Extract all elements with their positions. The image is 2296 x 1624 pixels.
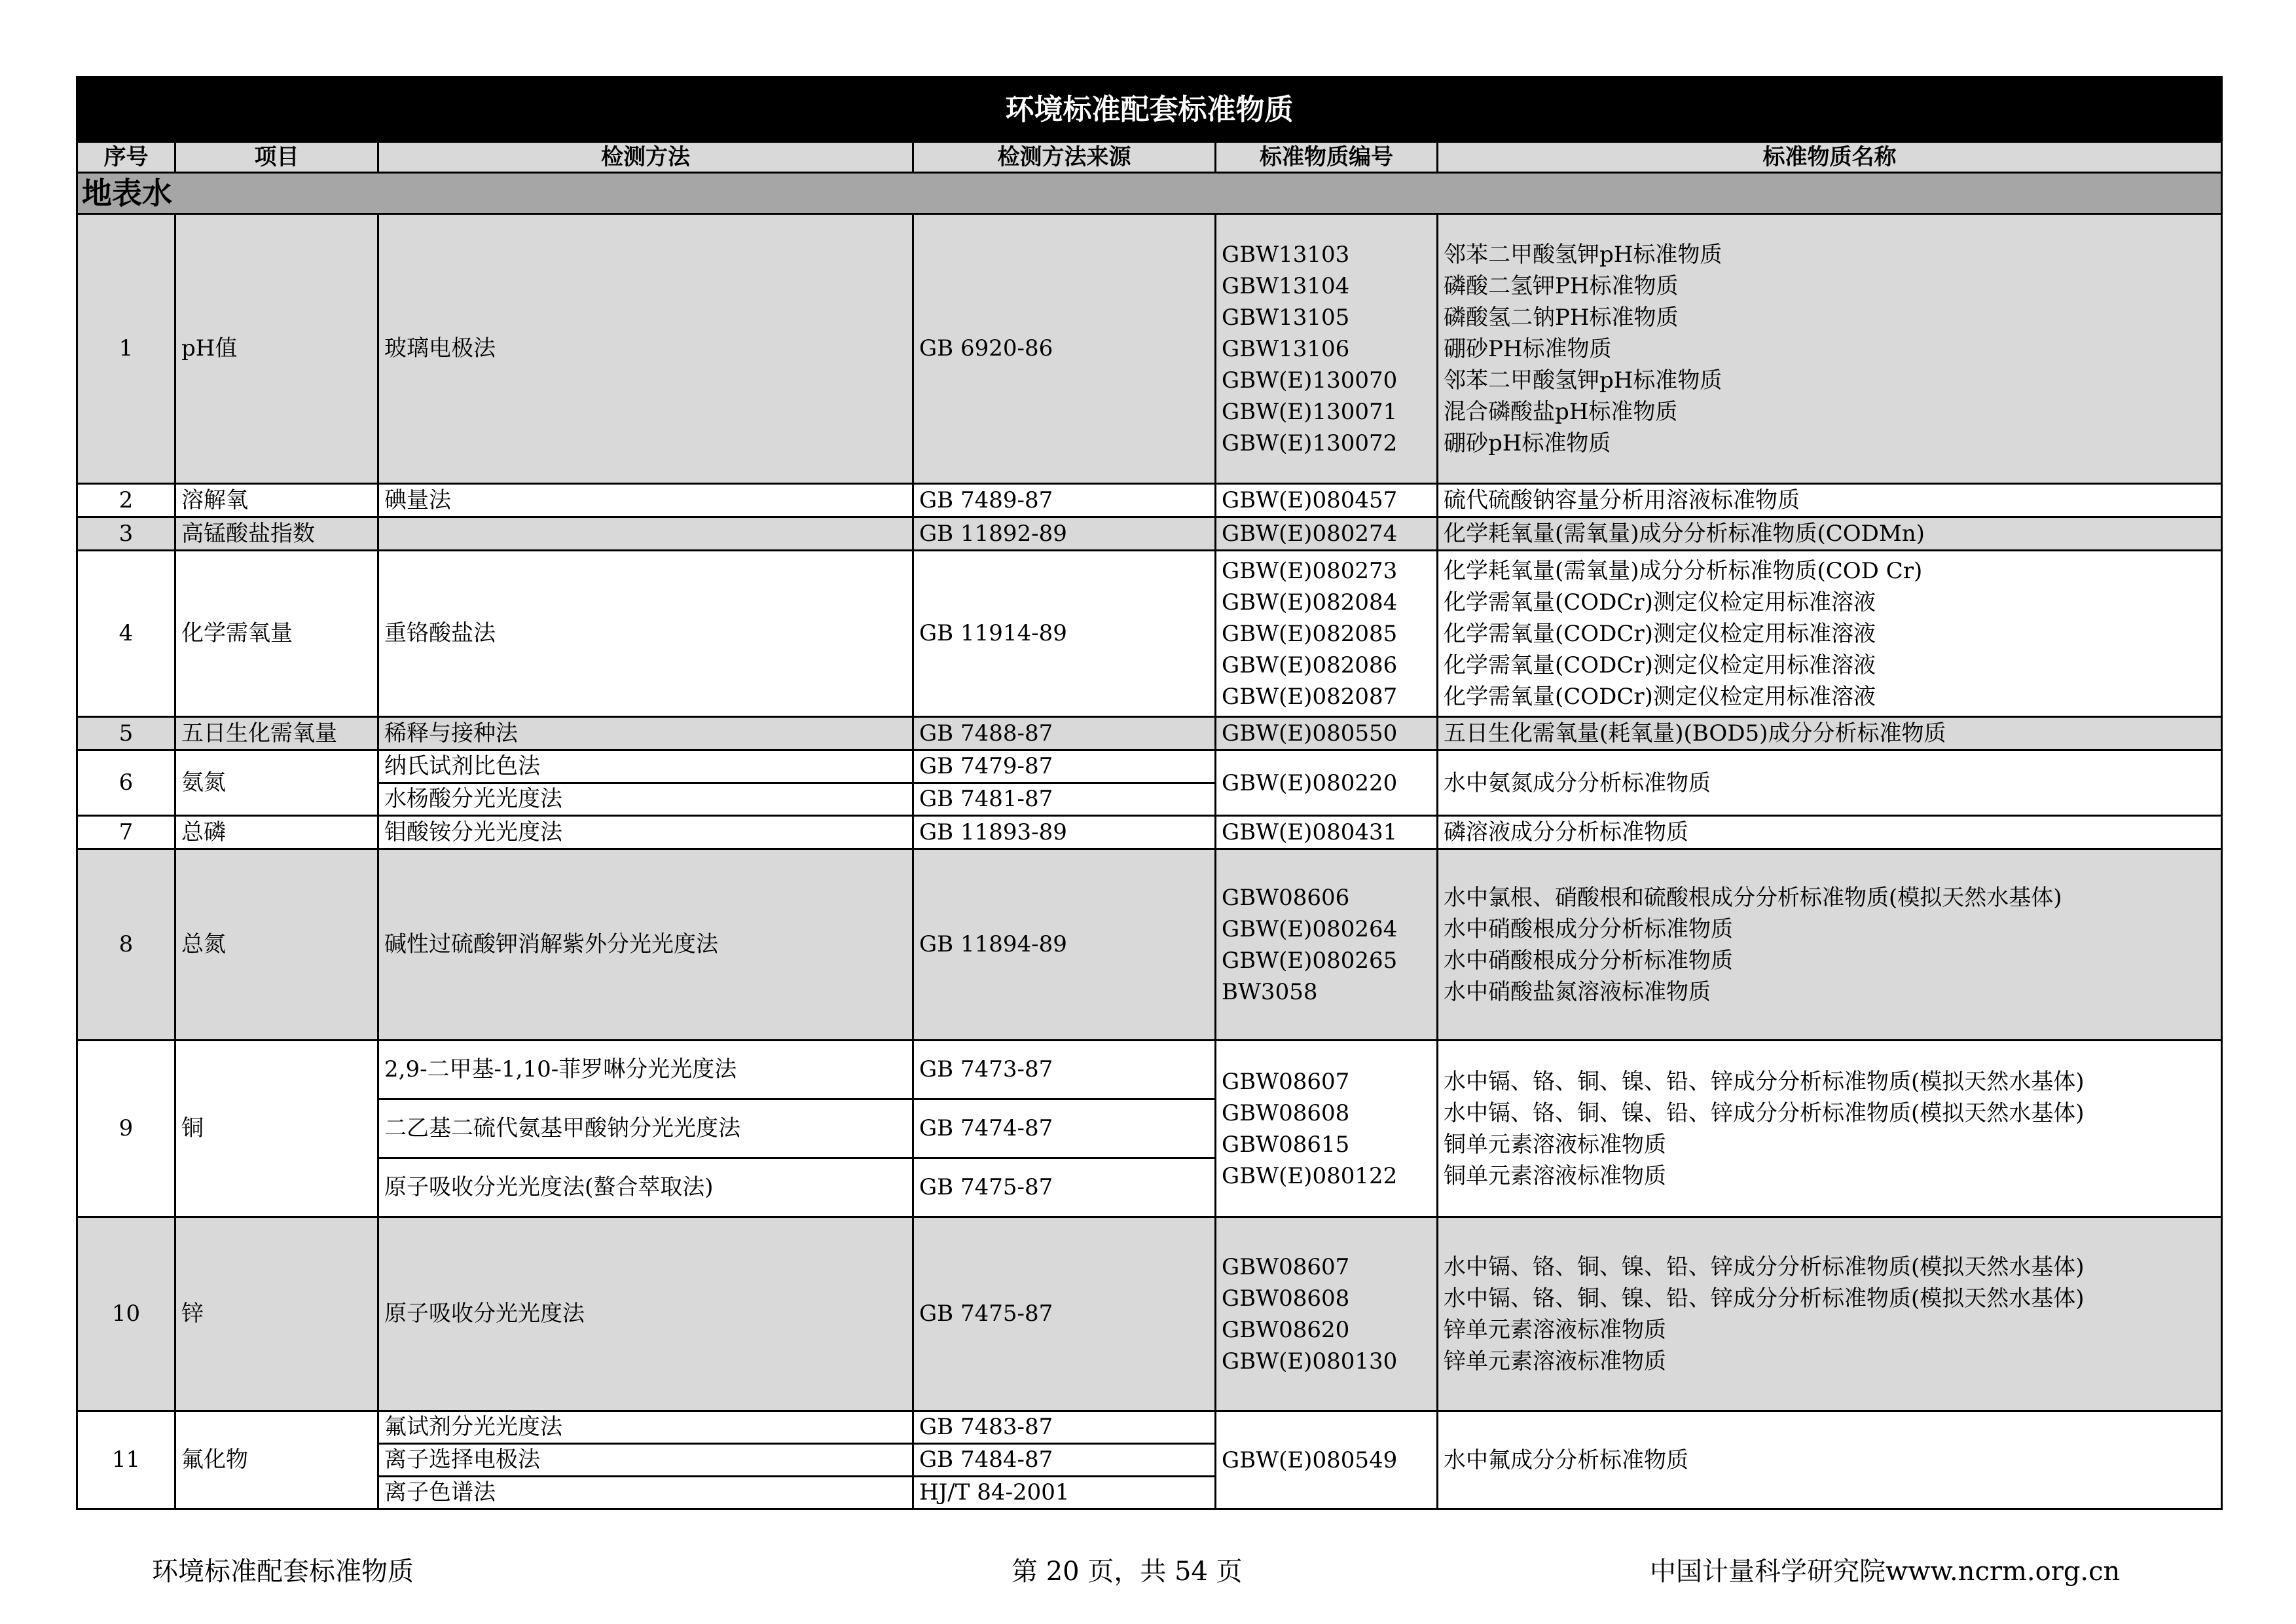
row-source: GB 6920-86: [913, 214, 1216, 484]
row-source: GB 7475-87: [913, 1217, 1216, 1411]
material-name: 五日生化需氧量(耗氧量)(BOD5)成分分析标准物质: [1444, 720, 1946, 747]
material-code: GBW(E)082087: [1222, 683, 1398, 710]
material-code: GBW(E)080457: [1222, 487, 1398, 513]
row-method: 离子色谱法: [378, 1477, 913, 1509]
material-name: 化学耗氧量(需氧量)成分分析标准物质(CODMn): [1444, 521, 1925, 547]
material-code: GBW13105: [1222, 304, 1350, 331]
material-name: 磷溶液成分分析标准物质: [1444, 819, 1688, 845]
material-name: 化学需氧量(CODCr)测定仪检定用标准溶液: [1444, 683, 1876, 710]
material-name: 混合磷酸盐pH标准物质: [1444, 398, 1678, 425]
material-code: GBW(E)082086: [1222, 652, 1398, 678]
material-code: GBW(E)130070: [1222, 367, 1398, 394]
row-number: 7: [77, 816, 175, 849]
table-row: [77, 816, 2222, 849]
material-name: 水中氨氮成分分析标准物质: [1444, 769, 1711, 796]
row-item: 五日生化需氧量: [175, 717, 378, 750]
material-code: GBW08608: [1222, 1099, 1350, 1126]
row-method: 重铬酸盐法: [378, 551, 913, 717]
section-title: 地表水: [77, 173, 2222, 214]
material-code: GBW(E)082084: [1222, 589, 1398, 616]
row-item: 锌: [175, 1217, 378, 1411]
row-item: pH值: [175, 214, 378, 484]
header-code: 标准物质编号: [1216, 142, 1438, 173]
material-name: 硼砂PH标准物质: [1444, 335, 1612, 362]
material-name: 水中镉、铬、铜、镍、铅、锌成分分析标准物质(模拟天然水基体): [1444, 1068, 2085, 1095]
footer-right: 中国计量科学研究院www.ncrm.org.cn: [1650, 1557, 2121, 1587]
material-name: 水中镉、铬、铜、镍、铅、锌成分分析标准物质(模拟天然水基体): [1444, 1099, 2085, 1126]
table-row: [77, 214, 2222, 484]
material-code: GBW(E)080431: [1222, 819, 1398, 845]
row-source: GB 7488-87: [913, 717, 1216, 750]
material-code: GBW(E)080273: [1222, 557, 1398, 584]
material-name: 水中硝酸盐氮溶液标准物质: [1444, 978, 1711, 1005]
material-name: 水中硝酸根成分分析标准物质: [1444, 947, 1733, 974]
row-codes: [1216, 750, 1438, 816]
material-code: GBW08608: [1222, 1285, 1350, 1312]
material-name: 水中镉、铬、铜、镍、铅、锌成分分析标准物质(模拟天然水基体): [1444, 1285, 2085, 1312]
material-code: BW3058: [1222, 978, 1318, 1005]
row-number: 1: [77, 214, 175, 484]
row-names: [1438, 717, 2222, 750]
row-method: 2,9-二甲基-1,10-菲罗啉分光光度法: [378, 1041, 913, 1099]
header-source: 检测方法来源: [913, 142, 1216, 173]
row-names: [1438, 1217, 2222, 1411]
row-names: [1438, 849, 2222, 1041]
row-source: GB 11894-89: [913, 849, 1216, 1041]
row-method: 钼酸铵分光光度法: [378, 816, 913, 849]
material-code: GBW(E)080274: [1222, 521, 1398, 547]
section-row: [77, 173, 2222, 214]
header-name: 标准物质名称: [1438, 142, 2222, 173]
material-name: 化学耗氧量(需氧量)成分分析标准物质(COD Cr): [1444, 557, 1923, 584]
row-codes: [1216, 1411, 1438, 1509]
row-source: GB 7483-87: [913, 1411, 1216, 1444]
row-names: [1438, 1041, 2222, 1217]
row-number: 6: [77, 750, 175, 816]
standards-table: [76, 76, 2223, 1510]
material-code: GBW(E)080220: [1222, 769, 1398, 796]
row-codes: [1216, 849, 1438, 1041]
row-number: 8: [77, 849, 175, 1041]
row-number: 2: [77, 484, 175, 517]
table-row: [77, 484, 2222, 517]
row-method: 原子吸收分光光度法: [378, 1217, 913, 1411]
row-item: 总氮: [175, 849, 378, 1041]
header-row: [77, 142, 2222, 173]
material-name: 邻苯二甲酸氢钾pH标准物质: [1444, 241, 1722, 268]
row-source: GB 7473-87: [913, 1041, 1216, 1099]
row-source: GB 7479-87: [913, 750, 1216, 783]
material-name: 水中氯根、硝酸根和硫酸根成分分析标准物质(模拟天然水基体): [1444, 884, 2062, 911]
row-method: [378, 517, 913, 551]
row-codes: [1216, 1041, 1438, 1217]
material-code: GBW08620: [1222, 1316, 1350, 1343]
row-source: HJ/T 84-2001: [913, 1477, 1216, 1509]
row-codes: [1216, 717, 1438, 750]
material-code: GBW(E)082085: [1222, 620, 1398, 647]
table-row: [77, 1411, 2222, 1444]
row-names: [1438, 214, 2222, 484]
header-no: 序号: [77, 142, 175, 173]
material-name: 铜单元素溶液标准物质: [1444, 1131, 1666, 1158]
row-names: [1438, 750, 2222, 816]
page-footer: [0, 1551, 2296, 1590]
table-row: [77, 517, 2222, 551]
material-code: GBW08615: [1222, 1131, 1350, 1158]
row-source: GB 11893-89: [913, 816, 1216, 849]
table-row: [77, 750, 2222, 783]
material-name: 硫代硫酸钠容量分析用溶液标准物质: [1444, 487, 1800, 513]
material-code: GBW(E)130072: [1222, 430, 1398, 456]
standards-sheet: [76, 76, 2221, 1528]
row-number: 10: [77, 1217, 175, 1411]
material-name: 锌单元素溶液标准物质: [1444, 1348, 1666, 1375]
row-item: 铜: [175, 1041, 378, 1217]
row-method: 纳氏试剂比色法: [378, 750, 913, 783]
row-item: 氨氮: [175, 750, 378, 816]
row-method: 碱性过硫酸钾消解紫外分光光度法: [378, 849, 913, 1041]
material-code: GBW13106: [1222, 335, 1350, 362]
material-name: 化学需氧量(CODCr)测定仪检定用标准溶液: [1444, 589, 1876, 616]
row-number: 9: [77, 1041, 175, 1217]
material-name: 磷酸氢二钠PH标准物质: [1444, 304, 1679, 331]
footer-left: 环境标准配套标准物质: [152, 1557, 414, 1587]
row-number: 3: [77, 517, 175, 551]
material-code: GBW13103: [1222, 241, 1350, 268]
material-code: GBW(E)080264: [1222, 915, 1398, 942]
row-method: 水杨酸分光光度法: [378, 783, 913, 816]
row-method: 碘量法: [378, 484, 913, 517]
row-method: 氟试剂分光光度法: [378, 1411, 913, 1444]
row-names: [1438, 517, 2222, 551]
material-code: GBW(E)080122: [1222, 1162, 1398, 1189]
row-names: [1438, 1411, 2222, 1509]
material-name: 水中氟成分分析标准物质: [1444, 1447, 1688, 1473]
row-source: GB 7475-87: [913, 1158, 1216, 1217]
row-method: 原子吸收分光光度法(螯合萃取法): [378, 1158, 913, 1217]
row-source: GB 7474-87: [913, 1099, 1216, 1158]
row-names: [1438, 484, 2222, 517]
material-name: 水中硝酸根成分分析标准物质: [1444, 915, 1733, 942]
row-item: 溶解氧: [175, 484, 378, 517]
material-code: GBW08607: [1222, 1253, 1350, 1280]
row-number: 11: [77, 1411, 175, 1509]
material-name: 化学需氧量(CODCr)测定仪检定用标准溶液: [1444, 620, 1876, 647]
row-item: 氟化物: [175, 1411, 378, 1509]
row-number: 4: [77, 551, 175, 717]
material-name: 硼砂pH标准物质: [1444, 430, 1611, 456]
row-codes: [1216, 214, 1438, 484]
material-code: GBW(E)080130: [1222, 1348, 1398, 1375]
row-number: 5: [77, 717, 175, 750]
row-method: 二乙基二硫代氨基甲酸钠分光光度法: [378, 1099, 913, 1158]
row-names: [1438, 551, 2222, 717]
row-source: GB 11892-89: [913, 517, 1216, 551]
row-item: 总磷: [175, 816, 378, 849]
material-name: 铜单元素溶液标准物质: [1444, 1162, 1666, 1189]
row-source: GB 7484-87: [913, 1444, 1216, 1477]
header-item: 项目: [175, 142, 378, 173]
row-codes: [1216, 551, 1438, 717]
material-name: 邻苯二甲酸氢钾pH标准物质: [1444, 367, 1722, 394]
row-codes: [1216, 517, 1438, 551]
header-method: 检测方法: [378, 142, 913, 173]
row-codes: [1216, 484, 1438, 517]
footer-page-number: 第 20 页，共 54 页: [1011, 1557, 1243, 1587]
row-method: 离子选择电极法: [378, 1444, 913, 1477]
table-title: 环境标准配套标准物质: [77, 77, 2222, 142]
row-item: 化学需氧量: [175, 551, 378, 717]
row-source: GB 7489-87: [913, 484, 1216, 517]
row-source: GB 11914-89: [913, 551, 1216, 717]
material-code: GBW(E)080265: [1222, 947, 1398, 974]
material-name: 化学需氧量(CODCr)测定仪检定用标准溶液: [1444, 652, 1876, 678]
table-row: [77, 1041, 2222, 1099]
table-row: [77, 849, 2222, 1041]
row-method: 稀释与接种法: [378, 717, 913, 750]
row-item: 高锰酸盐指数: [175, 517, 378, 551]
material-code: GBW08606: [1222, 884, 1350, 911]
row-method: 玻璃电极法: [378, 214, 913, 484]
row-source: GB 7481-87: [913, 783, 1216, 816]
material-code: GBW(E)080550: [1222, 720, 1398, 747]
table-row: [77, 717, 2222, 750]
table-row: [77, 551, 2222, 717]
material-code: GBW(E)130071: [1222, 398, 1398, 425]
material-name: 水中镉、铬、铜、镍、铅、锌成分分析标准物质(模拟天然水基体): [1444, 1253, 2085, 1280]
material-name: 锌单元素溶液标准物质: [1444, 1316, 1666, 1343]
row-codes: [1216, 816, 1438, 849]
row-codes: [1216, 1217, 1438, 1411]
material-name: 磷酸二氢钾PH标准物质: [1444, 272, 1679, 299]
material-code: GBW13104: [1222, 272, 1350, 299]
material-code: GBW(E)080549: [1222, 1447, 1398, 1473]
row-names: [1438, 816, 2222, 849]
material-code: GBW08607: [1222, 1068, 1350, 1095]
table-row: [77, 1217, 2222, 1411]
